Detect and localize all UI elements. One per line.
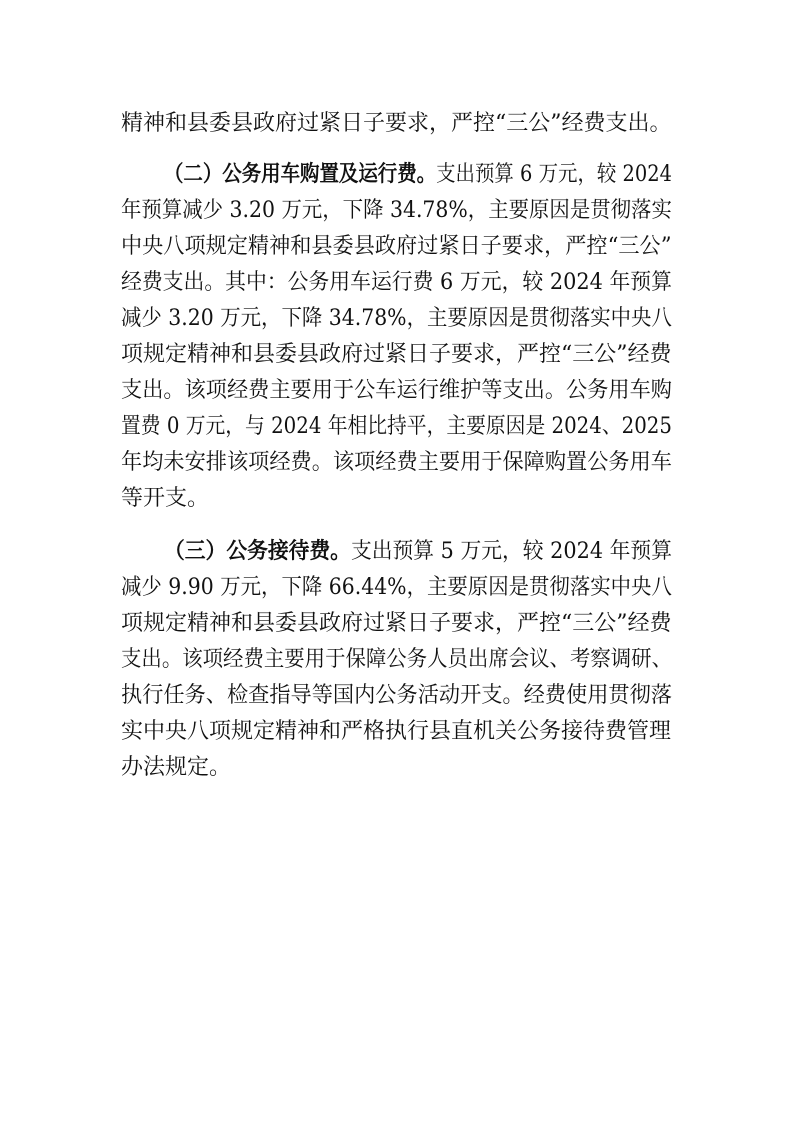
section2-line: [121, 481, 209, 517]
section2-line-0: 支出预算 6 万元，较 2024: [436, 162, 672, 187]
section3-line-0: 支出预算 5 万元，较 2024 年预算: [350, 539, 672, 564]
section2-line-4: 减少 3.20 万元，下降 34.78%，主要原因是贯彻落实中央八: [121, 306, 672, 331]
section3-line-2: 项规定精神和县委县政府过紧日子要求，严控“三公”经费: [121, 611, 672, 636]
section3-line-4: 执行任务、检查指导等国内公务活动开支。经费使用贯彻落: [121, 683, 673, 708]
section3-first-line: [164, 534, 672, 570]
section2-line: [121, 373, 672, 409]
section2-line-6: 支出。该项经费主要用于公车运行维护等支出。公务用车购: [121, 378, 673, 403]
section2-line: [121, 229, 672, 265]
section2-line: [121, 445, 672, 481]
paragraph-line: [121, 106, 672, 142]
section2-line: [121, 337, 672, 373]
section2-line-3: 经费支出。其中：公务用车运行费 6 万元，较 2024 年预算: [121, 270, 672, 295]
section2-line-5: 项规定精神和县委县政府过紧日子要求，严控“三公”经费: [121, 342, 672, 367]
section3-line-1: 减少 9.90 万元，下降 66.44%，主要原因是贯彻落实中央八: [121, 575, 672, 600]
section3-line-5: 实中央八项规定精神和严格执行县直机关公务接待费管理: [121, 719, 672, 744]
section3-line: [121, 606, 672, 642]
section3-line-3: 支出。该项经费主要用于保障公务人员出席会议、考察调研、: [121, 647, 673, 672]
section2-line: [121, 301, 672, 337]
section3-line: [121, 714, 671, 750]
section2-line: [121, 193, 672, 229]
section2-first-line: [164, 157, 672, 193]
section2-line-1: 年预算减少 3.20 万元，下降 34.78%，主要原因是贯彻落实: [121, 198, 672, 223]
intro-text: 精神和县委县政府过紧日子要求，严控“三公”经费支出。: [121, 111, 672, 136]
section2-heading: （二）公务用车购置及运行费。: [164, 162, 437, 187]
section2-line: [121, 265, 672, 301]
section2-line-7: 置费 0 万元，与 2024 年相比持平，主要原因是 2024、2025: [121, 414, 672, 439]
section2-line: [121, 409, 672, 445]
section3-line-6: 办法规定。: [121, 755, 232, 780]
section3-line: [121, 642, 672, 678]
section2-line-8: 年均未安排该项经费。该项经费主要用于保障购置公务用车: [121, 450, 673, 475]
section3-line: [121, 750, 231, 786]
section2-line-9: 等开支。: [121, 486, 210, 511]
section3-line: [121, 678, 672, 714]
section2-line-2: 中央八项规定精神和县委县政府过紧日子要求，严控“三公”: [121, 234, 672, 259]
section3-line: [121, 570, 672, 606]
section3-heading: （三）公务接待费。: [164, 539, 351, 564]
